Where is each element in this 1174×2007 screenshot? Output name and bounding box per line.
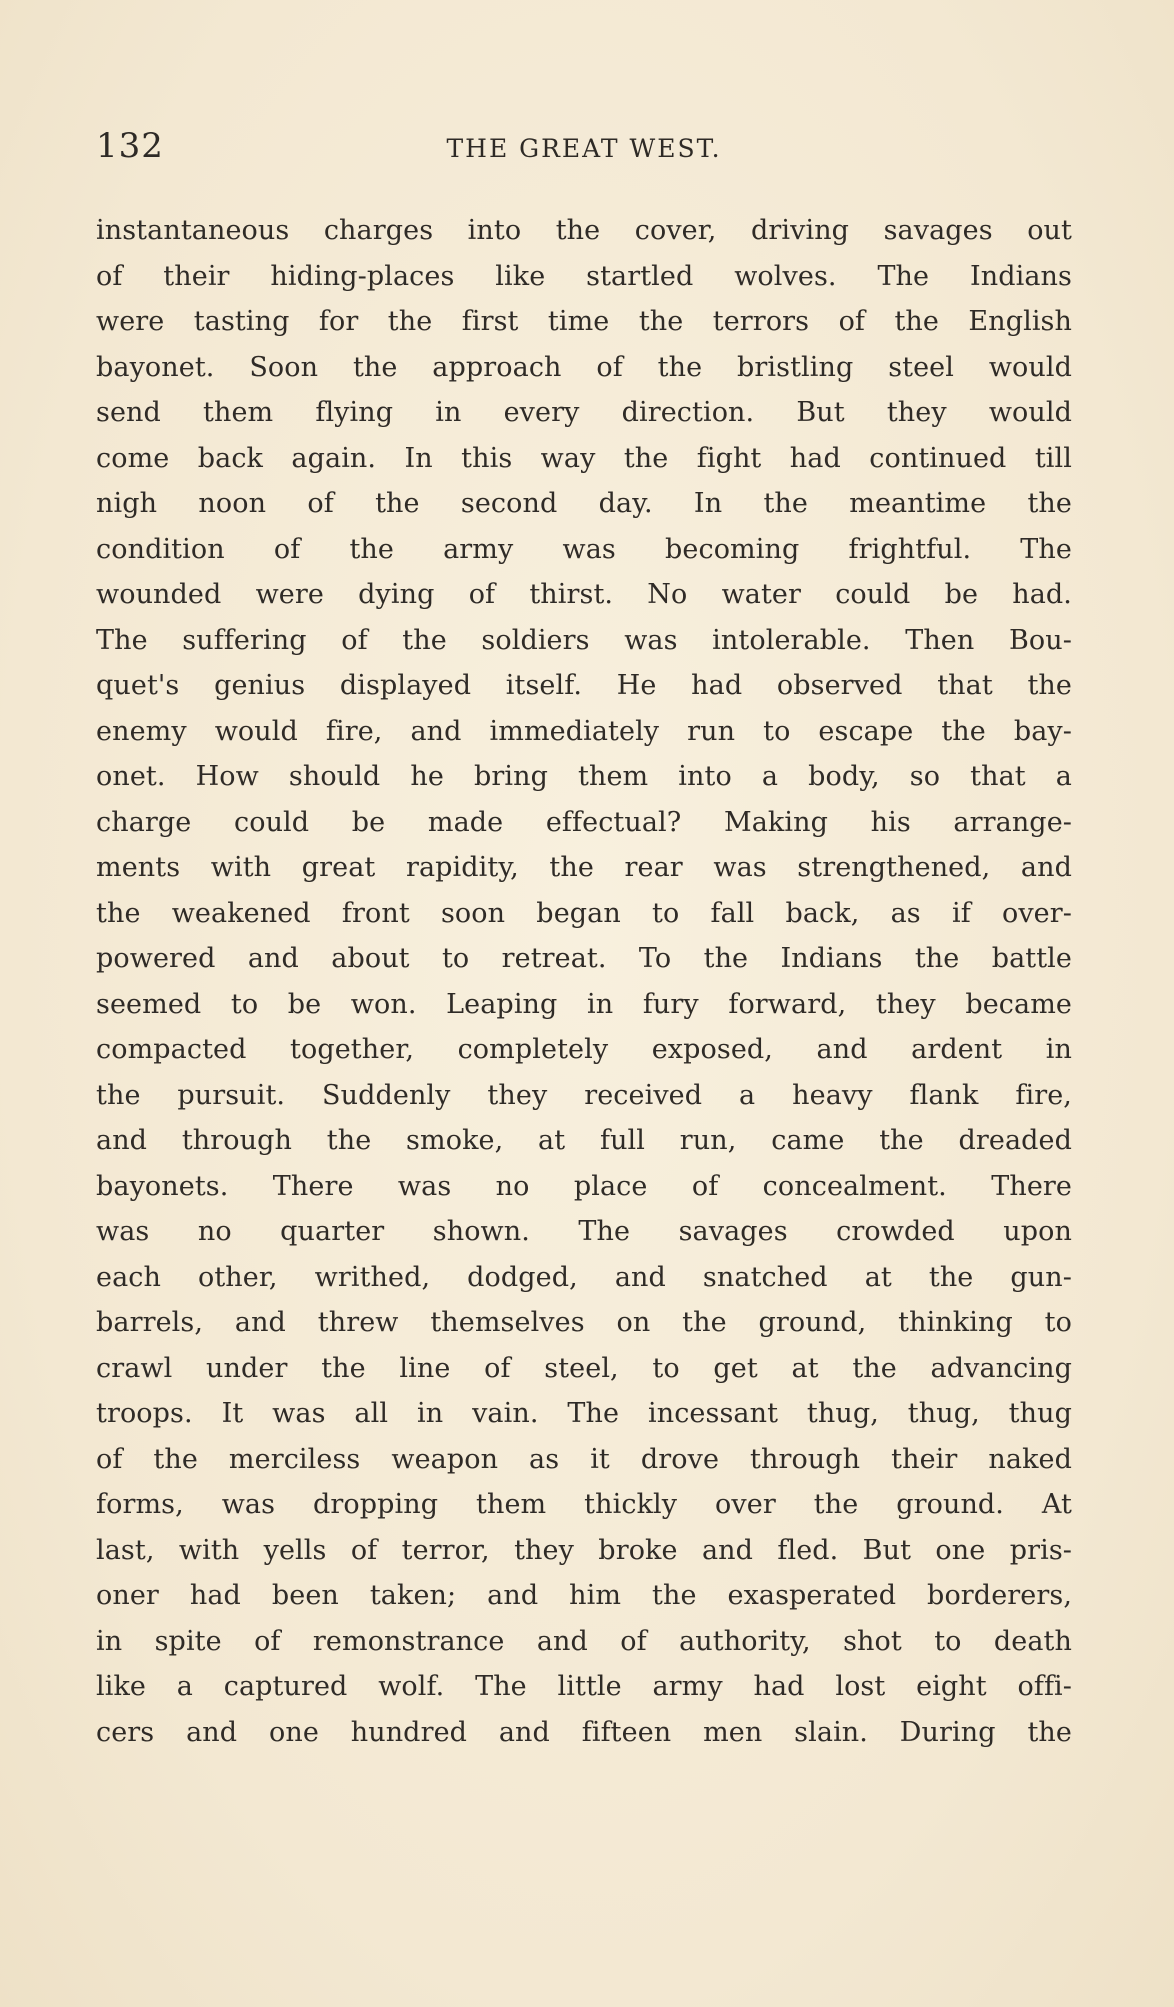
text-line: cers and one hundred and fifteen men slain. During the <box>96 1716 1072 1748</box>
text-line: quet's genius displayed itself. He had observed that the <box>96 670 1072 701</box>
text-line: compacted together, completely exposed, and ardent in <box>96 1034 1072 1065</box>
text-line: send them flying in every direction. But they would <box>96 397 1072 428</box>
text-line: seemed to be won. Leaping in fury forward, they became <box>96 988 1072 1020</box>
text-line: bayonets. There was no place of concealment. There <box>96 1170 1072 1202</box>
text-line: bayonet. Soon the approach of the bristling steel would <box>96 351 1072 383</box>
text-line: of the merciless weapon as it drove through their naked <box>96 1443 1072 1475</box>
text-line: and through the smoke, at full run, came the dreaded <box>96 1125 1072 1156</box>
text-line: the pursuit. Suddenly they received a heavy flank fire, <box>96 1079 1072 1111</box>
text-line: The suffering of the soldiers was intolerable. Then Bou- <box>96 624 1072 656</box>
text-line: the weakened front soon began to fall back, as if over- <box>96 897 1072 929</box>
text-line: condition of the army was becoming frightful. The <box>96 533 1072 565</box>
text-line: was no quarter shown. The savages crowded upon <box>96 1216 1072 1247</box>
body-text <box>96 208 1072 1755</box>
text-line: in spite of remonstrance and of authority, shot to death <box>96 1625 1072 1657</box>
page-header <box>96 126 1072 176</box>
text-line: wounded were dying of thirst. No water could be had. <box>96 579 1072 610</box>
text-line: troops. It was all in vain. The incessant thug, thug, thug <box>96 1398 1072 1429</box>
text-line: instantaneous charges into the cover, driving savages out <box>96 215 1072 246</box>
text-line: each other, writhed, dodged, and snatched at the gun- <box>96 1261 1072 1293</box>
text-line: nigh noon of the second day. In the meantime the <box>96 488 1072 519</box>
text-line: come back again. In this way the fight had continued till <box>96 442 1072 474</box>
text-line: crawl under the line of steel, to get at the advancing <box>96 1352 1072 1384</box>
text-line: last, with yells of terror, they broke and fled. But one pris- <box>96 1534 1072 1566</box>
text-line: enemy would fire, and immediately run to escape the bay- <box>96 715 1072 747</box>
page-number: 132 <box>96 126 164 166</box>
text-line: onet. How should he bring them into a body, so that a <box>96 761 1072 792</box>
text-line: were tasting for the first time the terrors of the English <box>96 306 1072 337</box>
text-line: forms, was dropping them thickly over the ground. At <box>96 1489 1072 1520</box>
text-line: ments with great rapidity, the rear was strengthened, and <box>96 852 1072 883</box>
text-line: charge could be made effectual? Making his arrange- <box>96 806 1072 838</box>
text-line: oner had been taken; and him the exasperated borderers, <box>96 1580 1072 1611</box>
text-line: barrels, and threw themselves on the ground, thinking to <box>96 1307 1072 1338</box>
text-line: powered and about to retreat. To the Indians the battle <box>96 943 1072 974</box>
text-line: of their hiding-places like startled wolves. The Indians <box>96 260 1072 292</box>
text-line: like a captured wolf. The little army had lost eight offi- <box>96 1671 1072 1702</box>
running-head: THE GREAT WEST. <box>446 134 722 163</box>
